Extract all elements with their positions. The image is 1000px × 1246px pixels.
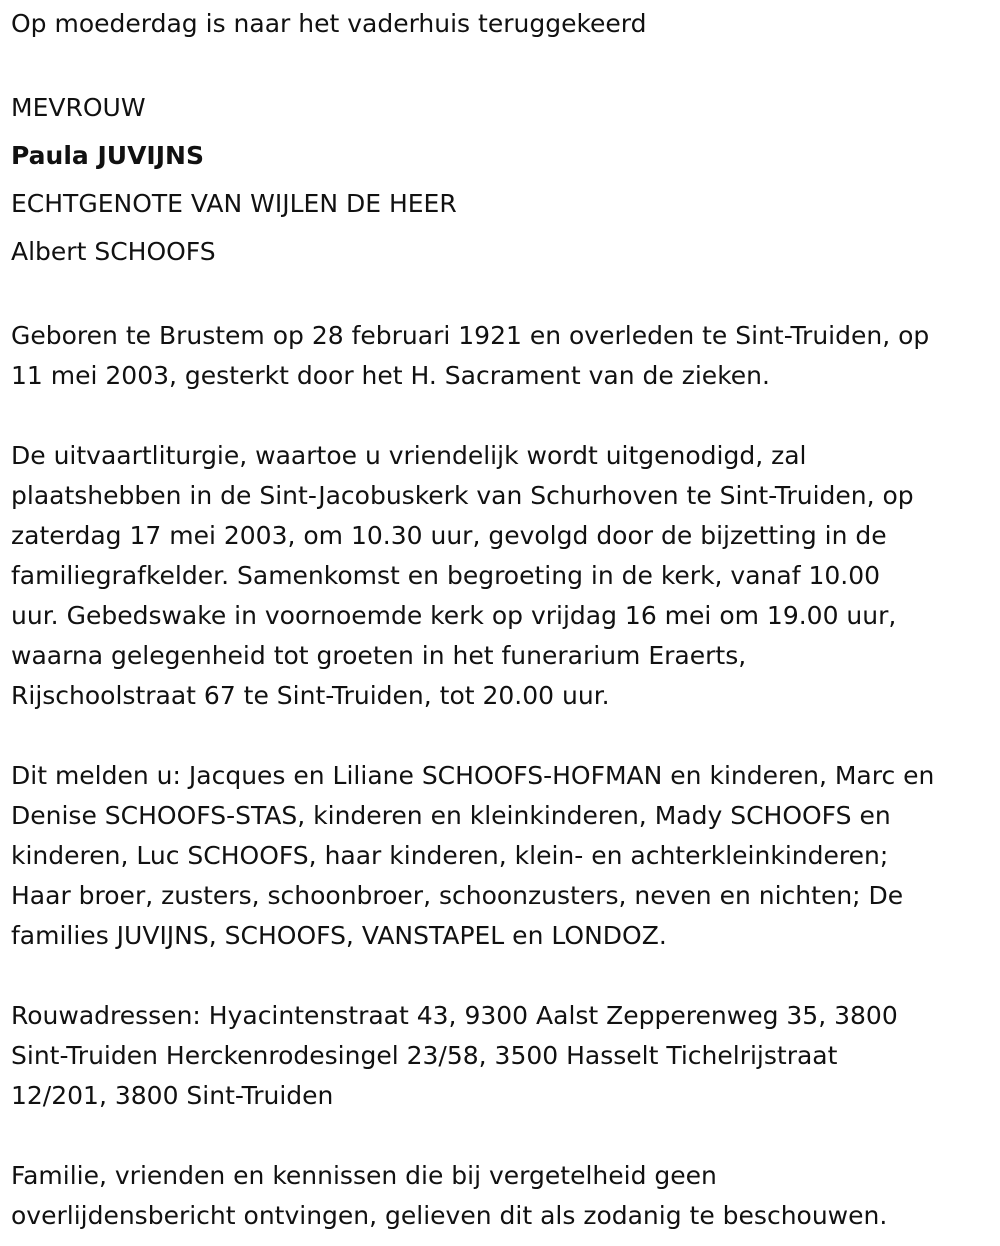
birth-death-paragraph: [11, 316, 992, 396]
birth-death-line: Geboren te Brustem op 28 februari 1921 en overleden te Sint-Truiden, op: [11, 321, 930, 350]
deceased-title: MEVROUW: [11, 93, 146, 122]
announcers-line: Haar broer, zusters, schoonbroer, schoonzusters, neven en nichten; De: [11, 881, 904, 910]
deceased-name: Paula JUVIJNS: [11, 141, 204, 170]
announcers-line: Dit melden u: Jacques en Liliane SCHOOFS-HOFMAN en kinderen, Marc en: [11, 761, 935, 790]
intro-text: [11, 4, 992, 44]
addresses-line: Rouwadressen: Hyacintenstraat 43, 9300 Aalst Zepperenweg 35, 3800: [11, 1001, 898, 1030]
deceased-block: [11, 84, 992, 276]
announcers-line: kinderen, Luc SCHOOFS, haar kinderen, klein- en achterkleinkinderen;: [11, 841, 889, 870]
deceased-relation: ECHTGENOTE VAN WIJLEN DE HEER: [11, 189, 457, 218]
announcers-line: families JUVIJNS, SCHOOFS, VANSTAPEL en LONDOZ.: [11, 921, 667, 950]
liturgy-line: plaatshebben in de Sint-Jacobuskerk van Schurhoven te Sint-Truiden, op: [11, 481, 914, 510]
liturgy-line: familiegrafkelder. Samenkomst en begroeting in de kerk, vanaf 10.00: [11, 561, 881, 590]
addresses-paragraph: [11, 996, 992, 1116]
announcers-line: Denise SCHOOFS-STAS, kinderen en kleinkinderen, Mady SCHOOFS en: [11, 801, 891, 830]
liturgy-line: uur. Gebedswake in voornoemde kerk op vrijdag 16 mei om 19.00 uur,: [11, 601, 897, 630]
liturgy-line: Rijschoolstraat 67 te Sint-Truiden, tot 20.00 uur.: [11, 681, 610, 710]
closing-line: overlijdensbericht ontvingen, gelieven dit als zodanig te beschouwen.: [11, 1201, 888, 1230]
intro-line: Op moederdag is naar het vaderhuis teruggekeerd: [11, 9, 647, 38]
spouse-name: Albert SCHOOFS: [11, 237, 216, 266]
addresses-line: 12/201, 3800 Sint-Truiden: [11, 1081, 334, 1110]
liturgy-paragraph: [11, 436, 992, 716]
addresses-line: Sint-Truiden Herckenrodesingel 23/58, 3500 Hasselt Tichelrijstraat: [11, 1041, 838, 1070]
liturgy-line: waarna gelegenheid tot groeten in het funerarium Eraerts,: [11, 641, 747, 670]
closing-line: Familie, vrienden en kennissen die bij vergetelheid geen: [11, 1161, 717, 1190]
liturgy-line: zaterdag 17 mei 2003, om 10.30 uur, gevolgd door de bijzetting in de: [11, 521, 887, 550]
birth-death-line: 11 mei 2003, gesterkt door het H. Sacrament van de zieken.: [11, 361, 770, 390]
liturgy-line: De uitvaartliturgie, waartoe u vriendelijk wordt uitgenodigd, zal: [11, 441, 807, 470]
closing-paragraph: [11, 1156, 992, 1236]
announcers-paragraph: [11, 756, 992, 956]
